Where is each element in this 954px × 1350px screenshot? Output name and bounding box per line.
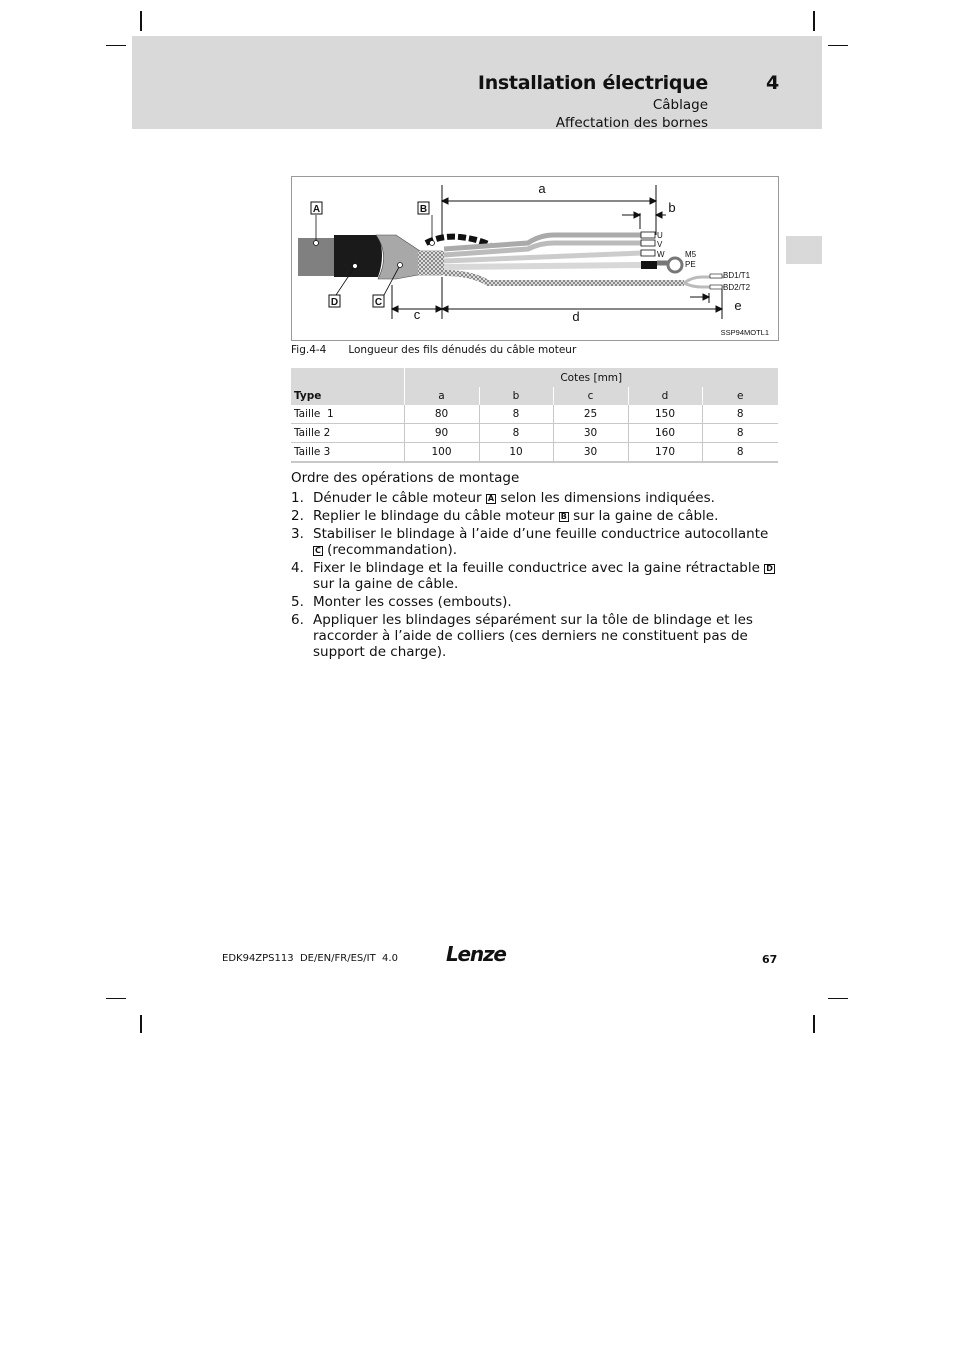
table-cell: 100: [404, 443, 479, 463]
table-cell: 30: [553, 424, 628, 443]
table-cell: 150: [628, 405, 702, 424]
step-text: selon les dimensions indiquées.: [496, 490, 715, 506]
table-cell: 8: [702, 443, 778, 463]
ring-lug: [668, 258, 682, 272]
step-number: 5.: [291, 594, 304, 610]
figure-caption: [291, 344, 576, 356]
list-item: [291, 508, 779, 524]
lenze-logo: Lenze: [446, 942, 506, 966]
table-cell: 8: [702, 424, 778, 443]
section-title: Câblage: [652, 97, 708, 113]
table-cell-type: Taille 1: [291, 405, 404, 424]
cable-diagram: [292, 177, 778, 340]
dim-e-label: e: [734, 298, 742, 313]
table-row: [291, 424, 778, 443]
step-number: 1.: [291, 490, 304, 506]
table-col-b: b: [479, 387, 553, 405]
callout-b: B: [419, 204, 428, 215]
crop-mark: [828, 998, 848, 999]
step-text: Monter les cosses (embouts).: [313, 594, 512, 610]
wire-label-v: V: [657, 240, 663, 249]
table-cell: 8: [702, 405, 778, 424]
crop-mark: [140, 1015, 142, 1033]
operations-title: Ordre des opérations de montage: [291, 470, 520, 486]
step-number: 4.: [291, 560, 304, 576]
wire-pe: [444, 265, 642, 267]
table-cell-type: Taille 3: [291, 443, 404, 463]
wire-label-bd1: BD1/T1: [723, 271, 751, 280]
table-header-row: [291, 387, 778, 405]
table-cell: 80: [404, 405, 479, 424]
callout-a: A: [312, 204, 321, 215]
table-col-a: a: [404, 387, 479, 405]
table-col-c: c: [553, 387, 628, 405]
table-cell: 90: [404, 424, 479, 443]
wire-label-u: U: [657, 231, 663, 240]
crop-mark: [813, 1015, 815, 1033]
page-number: 67: [762, 953, 778, 966]
table-cell: 170: [628, 443, 702, 463]
table-cell: 8: [479, 405, 553, 424]
dim-d-label: d: [572, 309, 580, 324]
step-text: Stabiliser le blindage à l’aide d’une feuille conductrice autocollante: [313, 526, 769, 542]
step-text: Fixer le blindage et la feuille conductrice avec la gaine rétractable: [313, 560, 765, 576]
table-cell: 8: [479, 424, 553, 443]
heat-shrink: [334, 235, 382, 277]
page-title: Installation électrique: [477, 72, 708, 94]
table-row: [291, 405, 778, 424]
step-number: 6.: [291, 612, 304, 628]
chapter-number: 4: [766, 72, 780, 94]
wire-label-m5: M5: [685, 250, 697, 259]
table-row: [291, 443, 778, 463]
step-callout-box: D: [766, 564, 773, 573]
step-text: (recommandation).: [322, 542, 458, 558]
wire-label-bd2: BD2/T2: [723, 283, 751, 292]
cable-stripping-figure: [291, 176, 779, 341]
list-item: [291, 526, 779, 558]
list-item: [291, 490, 779, 506]
dim-c-label: c: [413, 307, 421, 322]
dim-a-label: a: [538, 181, 546, 196]
step-number: 3.: [291, 526, 304, 542]
table-group-header: Cotes [mm]: [404, 368, 778, 387]
figure-caption-label: Fig.4-4: [291, 344, 327, 356]
step-text: Replier le blindage du câble moteur: [313, 508, 559, 524]
table-cell: 160: [628, 424, 702, 443]
step-text: sur la gaine de câble.: [313, 576, 459, 592]
figure-caption-text: Longueur des fils dénudés du câble moteur: [348, 344, 577, 356]
wire-label-w: W: [657, 250, 665, 259]
folded-shield: [418, 251, 444, 275]
step-callout-box: C: [315, 546, 321, 555]
step-text: sur la gaine de câble.: [568, 508, 719, 524]
crop-mark: [106, 998, 126, 999]
crop-mark: [140, 11, 142, 31]
table-col-e: e: [702, 387, 778, 405]
list-item: [291, 594, 779, 610]
operations-list: [291, 490, 779, 662]
table-col-type: Type: [291, 387, 404, 405]
table-header-row: [291, 368, 778, 387]
callout-d: D: [330, 297, 339, 308]
list-item: [291, 560, 779, 592]
crop-mark: [813, 11, 815, 31]
dim-b-label: b: [668, 200, 676, 215]
chapter-side-tab: [786, 236, 822, 264]
subsection-title: Affectation des bornes: [555, 115, 708, 131]
document-reference: EDK94ZPS113 DE/EN/FR/ES/IT 4.0: [222, 953, 398, 964]
table-cell-type: Taille 2: [291, 424, 404, 443]
step-callout-box: A: [487, 494, 495, 503]
table-cell: 30: [553, 443, 628, 463]
step-text: Dénuder le câble moteur: [313, 490, 486, 506]
shield-marker: [426, 237, 490, 245]
list-item: [291, 612, 779, 660]
figure-ref: SSP94MOTL1: [720, 328, 769, 337]
table-cell: 25: [553, 405, 628, 424]
crop-mark: [106, 45, 126, 46]
crop-mark: [828, 45, 848, 46]
table-col-d: d: [628, 387, 702, 405]
step-number: 2.: [291, 508, 304, 524]
step-text: Appliquer les blindages séparément sur la tôle de blindage et les raccorder à l’aide de colliers (ces derniers ne constituent pas de support de charge).: [313, 612, 753, 660]
brake-wire-shield: [444, 273, 684, 283]
table-cell: 10: [479, 443, 553, 463]
callout-c: C: [374, 297, 383, 308]
wire-label-pe: PE: [685, 260, 696, 269]
step-callout-box: B: [560, 512, 567, 521]
dimensions-table: [291, 368, 778, 463]
